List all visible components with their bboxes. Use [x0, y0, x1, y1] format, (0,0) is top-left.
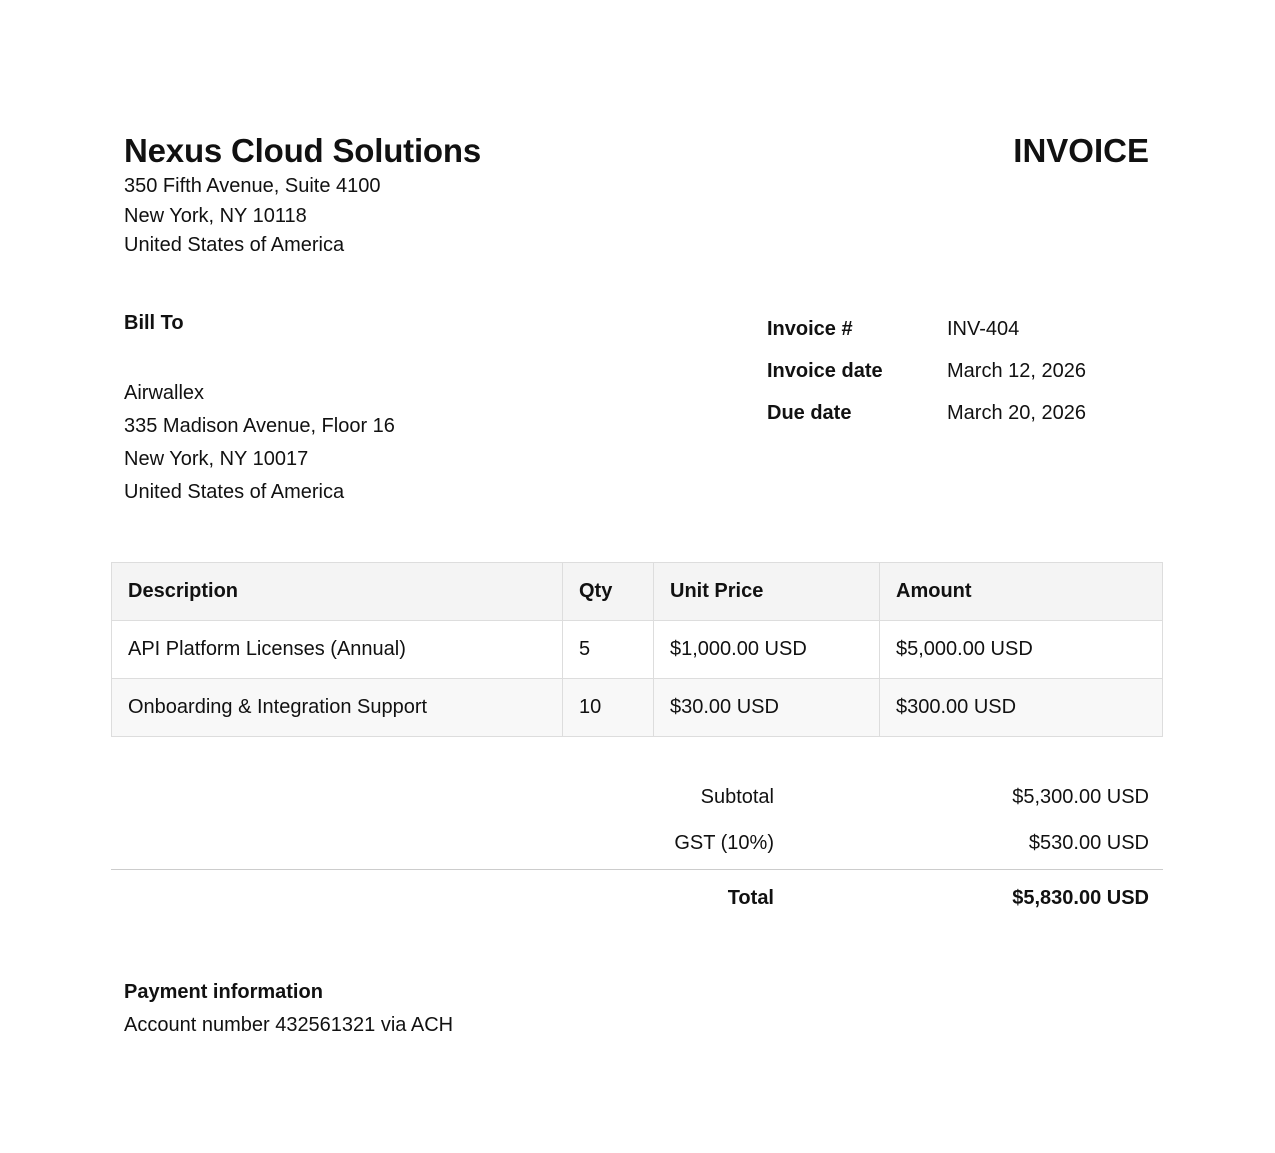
payment-info-heading: Payment information: [124, 981, 323, 1003]
company-address-line: United States of America: [124, 234, 345, 256]
tax-label: GST (10%): [674, 832, 774, 854]
invoice-number-row: [767, 318, 1086, 360]
totals-section: [111, 780, 1163, 920]
bill-to-line: 335 Madison Avenue, Floor 16: [124, 415, 395, 437]
column-header-description: Description: [112, 563, 563, 621]
bill-to-line: United States of America: [124, 481, 345, 503]
total-row: [111, 870, 1163, 920]
invoice-meta: [767, 318, 1086, 444]
item-unit-price: $30.00 USD: [654, 679, 880, 737]
tax-value: $530.00 USD: [1028, 832, 1149, 854]
due-date-row: [767, 402, 1086, 444]
item-description: API Platform Licenses (Annual): [112, 621, 563, 679]
subtotal-value: $5,300.00 USD: [1012, 786, 1149, 808]
table-header-row: [112, 563, 1163, 621]
invoice-number-value: INV-404: [947, 318, 1020, 340]
bill-to-address: [124, 377, 395, 509]
company-address-line: 350 Fifth Avenue, Suite 4100: [124, 175, 381, 197]
item-qty: 10: [563, 679, 654, 737]
invoice-date-row: [767, 360, 1086, 402]
payment-info-text: Account number 432561321 via ACH: [124, 1014, 454, 1036]
tax-row: [111, 826, 1163, 872]
company-address-line: New York, NY 10118: [124, 204, 307, 227]
bill-to-line: Airwallex: [124, 382, 205, 404]
bill-to-line: New York, NY 10017: [124, 448, 309, 470]
bill-to-heading: Bill To: [124, 312, 184, 334]
column-header-qty: Qty: [563, 563, 654, 621]
subtotal-row: [111, 780, 1163, 826]
item-qty: 5: [563, 621, 654, 679]
due-date-value: March 20, 2026: [947, 402, 1086, 424]
table-row: [112, 679, 1163, 737]
item-description: Onboarding & Integration Support: [112, 679, 563, 737]
invoice-number-label: Invoice #: [767, 318, 853, 340]
subtotal-label: Subtotal: [700, 786, 774, 808]
item-amount: $300.00 USD: [880, 679, 1163, 737]
column-header-unit-price: Unit Price: [654, 563, 880, 621]
company-name: Nexus Cloud Solutions: [124, 132, 481, 169]
invoice-date-value: March 12, 2026: [947, 360, 1086, 382]
item-unit-price: $1,000.00 USD: [654, 621, 880, 679]
due-date-label: Due date: [767, 402, 852, 424]
item-amount: $5,000.00 USD: [880, 621, 1163, 679]
company-address: [124, 172, 381, 261]
total-label: Total: [727, 887, 774, 909]
column-header-amount: Amount: [880, 563, 1163, 621]
total-value: $5,830.00 USD: [1012, 887, 1149, 909]
table-row: [112, 621, 1163, 679]
document-title: INVOICE: [1013, 132, 1149, 169]
line-items-table: [111, 562, 1163, 737]
invoice-date-label: Invoice date: [767, 360, 883, 382]
